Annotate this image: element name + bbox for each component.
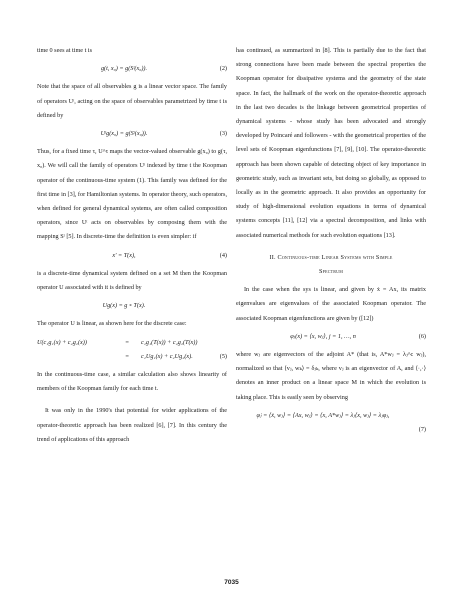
equation-formula: φⱼ(x) = ⟨x, wⱼ⟩, j = 1, …, n [290, 332, 356, 340]
equation-5-row-2 [37, 350, 227, 364]
equation-number: (5) [219, 352, 227, 360]
paragraph: time 0 sees at time t is [37, 47, 92, 54]
equals-sign: = [125, 352, 130, 360]
section-number: II. [269, 253, 276, 261]
paragraph: Thus, for a fixed time τ, U^τ maps the vector-valued observable g(x₀) to g(τ, x₀). We will call the family of operators Uᵗ indexed by time t the Koopman operator of the continuous-time system (1). This family was defined for the first time in [3], for Hamiltonian systems. In operator theory, such operators, when defined for general dynamical systems, are often called composition operators, since Uᵗ acts on observables by composing them with the mapping Sᵗ [5]. In discrete-time the definition is even simpler: if [37, 148, 227, 241]
equation-number: (2) [219, 65, 227, 73]
paragraph: is a discrete-time dynamical system defined on a set M then the Koopman operator U associated with it is defined by [37, 269, 227, 291]
equation-number: (4) [219, 251, 227, 259]
equation-formula: x′ = T(x), [112, 251, 136, 259]
equation-formula: Ug(x) = g ∘ T(x). [102, 302, 146, 310]
equation-7 [236, 409, 426, 423]
equation-5-row-1 [37, 336, 227, 350]
equation-2 [37, 62, 227, 76]
paragraph: The operator U is linear, as shown here for the discrete case: [37, 320, 187, 328]
page-number: 7035 [224, 579, 239, 586]
equation-rhs: c₁Ug₁(x) + c₂Ug₂(x). [141, 352, 193, 360]
equation-7-number-row [236, 423, 426, 437]
equation-number: (6) [418, 332, 426, 340]
equation-formula: φ̇ⱼ = ⟨ẋ, wⱼ⟩ = ⟨Ax, wⱼ⟩ = ⟨x, A*wⱼ⟩ = λⱼ⟨x, wⱼ⟩ = λⱼφⱼ, [256, 411, 390, 419]
left-column [37, 44, 227, 447]
equation-number: (3) [219, 130, 227, 137]
equation-4 [37, 249, 227, 263]
equation-koopman-discrete [37, 299, 227, 313]
equation-number: (7) [418, 426, 426, 434]
paragraph: has continued, as summarized in [8]. This is partially due to the fact that strong connections have been made between the spectral properties the Koopman operator for dissipative systems and the geometry of the state space. In fact, the hallmark of the work on the operator-theoretic approach in the last two decades is the linkage between geometrical properties of dynamical systems - whose study has been advocated and strongly developed by Poincaré and followers - with the geometrical properties of the level sets of Koopman eigenfunctions [7], [9], [10]. The operator-theoretic approach has been shown capable of detecting object of key importance in geometric study, such as invariant sets, but doing so globally, as opposed to locally as in the geometric approach. It also provides an opportunity for study of high-dimensional evolution equations in terms of dynamical systems concepts [11], [12] via a spectral decomposition, and links with associated numerical methods for such evolution equations [13]. [236, 47, 426, 239]
equation-3 [37, 127, 227, 141]
equation-formula: g(t, x₀) = g(Sᵗ(x₀)). [100, 65, 148, 73]
paragraph: where wⱼ are eigenvectors of the adjoint A* (that is, A*wⱼ = λⱼ^c wⱼ), normalized so that ⟨vⱼ, wₖ⟩ = δⱼₖ, where vⱼ is an eigenvector of A, and ⟨·,·⟩ denotes an inner product on a linear space M in which the evolution is taking place. This is easily seen by observing [236, 351, 426, 401]
paragraph: In the continuous-time case, a similar calculation also shows linearity of members of the Koopman family for each time t. [37, 370, 227, 393]
equation-rhs: c₁g₁(T(x)) + c₂g₂(T(x)) [141, 338, 198, 346]
paragraph: Note that the space of all observables g is a linear vector space. The family of operators Uᵗ, acting on the space of observables parametrized by time t is defined by [37, 83, 227, 119]
paragraph: It was only in the 1990's that potential for wider applications of the operator-theoretic approach has been realized [6], [7]. In this century the trend of applications of this approach [37, 407, 227, 443]
section-heading [236, 251, 426, 265]
right-column [236, 44, 426, 437]
equation-6 [236, 330, 426, 344]
equals-sign: = [125, 338, 130, 346]
equation-formula: Uᵗg(x₀) = g(Sᵗ(x₀)). [100, 130, 148, 137]
section-title-line-2: Spectrum [319, 268, 343, 276]
equation-lhs: U(c₁g₁(x) + c₂g₂(x)) [37, 338, 87, 346]
section-title-line-1: Continuous-time Linear Systems with Simple [277, 253, 393, 261]
paragraph: In the case when the sys is linear, and given by ẋ = Ax, its matrix eigenvalues are eigenvalues of the associated Koopman operator. The associated Koopman eigenfunctions are given by ([12]) [236, 286, 426, 322]
